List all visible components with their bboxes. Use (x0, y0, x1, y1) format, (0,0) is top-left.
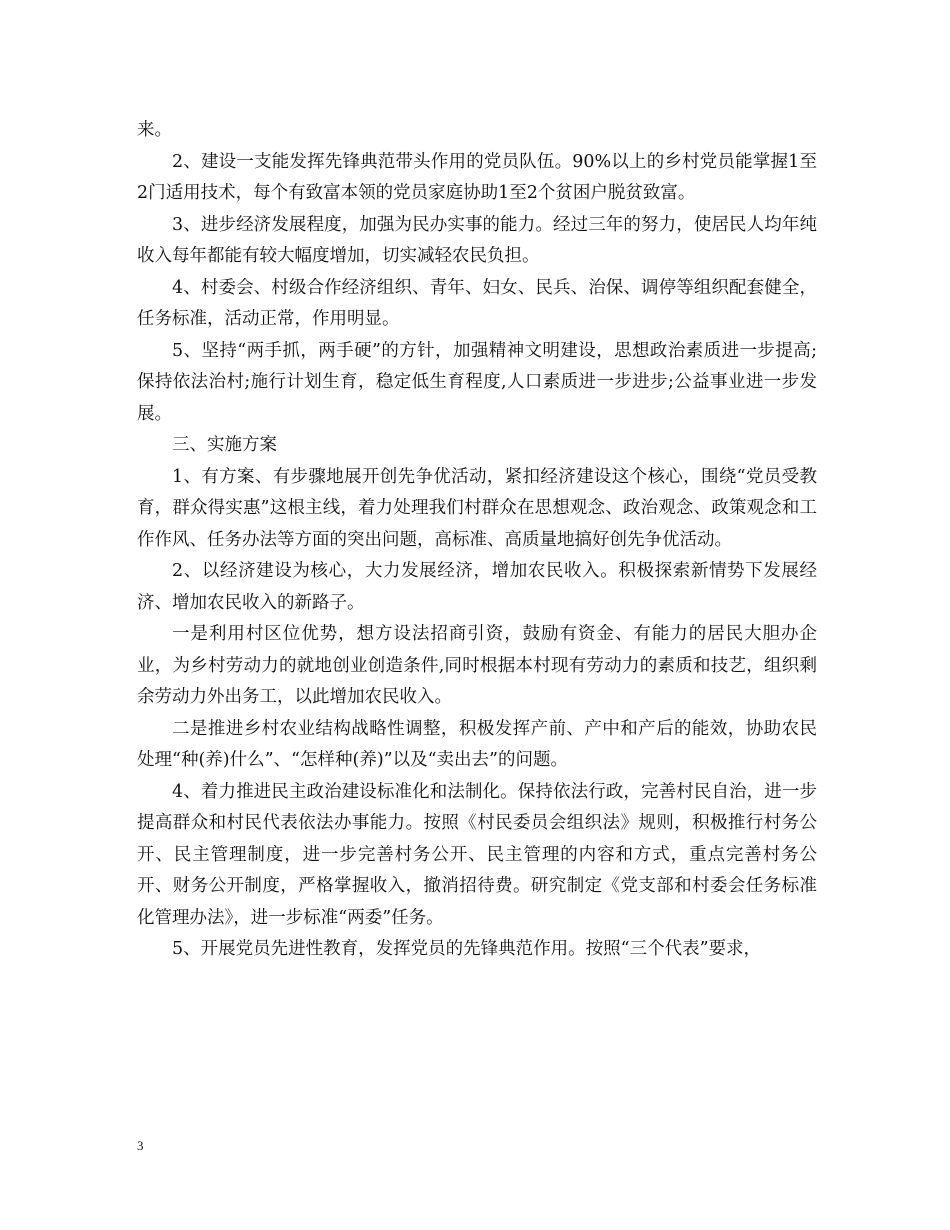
plan-item-1: 1、有方案、有步骤地展开创先争优活动，紧扣经济建设这个核心，围绕“党员受教育，群众得实惠”这根主线，着力处理我们村群众在思想观念、政治观念、政策观念和工作作风、任务办法等方面的突出问题，高标准、高质量地搞好创先争优活动。 (137, 466, 817, 550)
plan-subitem-2: 二是推进乡村农业结构战略性调整，积极发挥产前、产中和产后的能效，协助农民处理“种(养)什么”、“怎样种(养)”以及“卖出去”的问题。 (137, 718, 817, 770)
plan-item-4: 4、着力推进民主政治建设标准化和法制化。保持依法行政，完善村民自治，进一步提高群众和村民代表依法办事能力。按照《村民委员会组织法》规则，积极推行村务公开、民主管理制度，进一步完善村务公开、民主管理的内容和方式，重点完善村务公开、财务公开制度，严格掌握收入，撤消招待费。研究制定《党支部和村委会任务标准化管理办法》，进一步标准“两委”任务。 (137, 781, 817, 928)
paragraph-item-2: 2、建设一支能发挥先锋典范带头作用的党员队伍。90%以上的乡村党员能掌握1至2门适用技术，每个有致富本领的党员家庭协助1至2个贫困户脱贫致富。 (137, 151, 817, 203)
page-number: 3 (137, 1138, 144, 1153)
plan-item-2: 2、以经济建设为核心，大力发展经济，增加农民收入。积极探索新情势下发展经济、增加农民收入的新路子。 (137, 561, 817, 613)
paragraph-continuation: 来。 (137, 120, 172, 140)
plan-subitem-1: 一是利用村区位优势，想方设法招商引资，鼓励有资金、有能力的居民大胆办企业，为乡村劳动力的就地创业创造条件,同时根据本村现有劳动力的素质和技艺，组织剩余劳动力外出务工，以此增加农民收入。 (137, 624, 817, 707)
plan-item-5: 5、开展党员先进性教育，发挥党员的先锋典范作用。按照“三个代表”要求， (172, 939, 762, 959)
document-body (137, 115, 817, 966)
paragraph-item-5: 5、坚持“两手抓，两手硬”的方针，加强精神文明建设，思想政治素质进一步提高;保持依法治村;施行计划生育，稳定低生育程度,人口素质进一步进步;公益事业进一步发展。 (137, 340, 817, 424)
paragraph-item-4: 4、村委会、村级合作经济组织、青年、妇女、民兵、治保、调停等组织配套健全，任务标准，活动正常，作用明显。 (137, 277, 817, 329)
paragraph-item-3: 3、进步经济发展程度，加强为民办实事的能力。经过三年的努力，使居民人均年纯收入每年都能有较大幅度增加，切实减轻农民负担。 (137, 214, 817, 266)
section-heading: 三、实施方案 (172, 435, 277, 455)
